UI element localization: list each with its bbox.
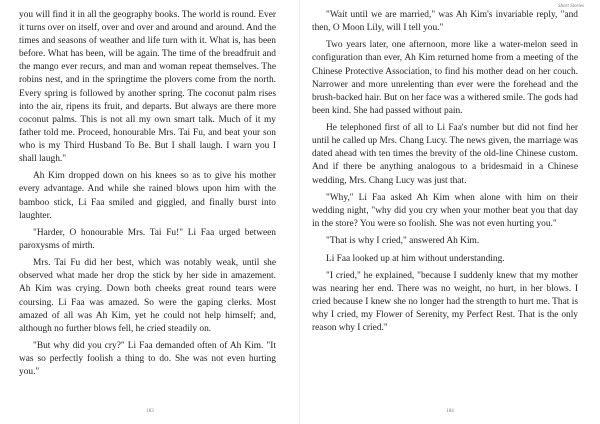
right-paragraph-2: Two years later, one afternoon, more like a water-melon seed in configuration than ever, Ah Kim returned home from a meeting of the Chinese Protective Association, to find his mother dead on her couch. Narrower and more unrelenting than ever were the forehead and the brush-backed hair. But on her face was a withered smile. The gods had been kind. She had passed without pain.	[312, 40, 578, 116]
right-paragraph-4: "Why," Li Faa asked Ah Kim when alone with him on their wedding night, "why did you cry when your mother beat you that day in the store? You were so foolish. She was not even hurting you."	[312, 192, 578, 229]
right-paragraph-3: He telephoned first of all to Li Faa's number but did not find her until he called up Mrs. Chang Lucy. The news given, the marriage was dated ahead with ten times the brevity of the old-line Chinese custom. And if there be anything analogous to a bridesmaid in a Chinese wedding, Mrs. Chang Lucy was just that.	[312, 123, 578, 186]
right-paragraph-7: "I cried," he explained, "because I suddenly knew that my mother was nearing her end. There was no weight, no hurt, in her blows. I cried because I knew she no longer had the strength to hurt me. That is why I cried, my Flower of Serenity, my Perfect Rest. That is the only reason why I cried."	[312, 270, 578, 334]
left-paragraph-3: "Harder, O honourable Mrs. Tai Fu!" Li Faa urged between paroxysms of mirth.	[19, 227, 276, 251]
left-paragraph-4: Mrs. Tai Fu did her best, which was notably weak, until she observed what made her drop the stick by her side in amazement. Ah Kim was crying. Down both cheeks great round tears were coursing. Li Faa was amazed. So were the gaping clerks. Most amazed of all was Ah Kim, yet he could not help himself; and, although no further blows fell, he cried steadily on.	[19, 258, 276, 334]
running-head: Short Stories	[558, 4, 584, 9]
right-page-number: 184	[446, 409, 454, 414]
left-page-number: 183	[146, 409, 154, 414]
left-page-body	[19, 9, 276, 383]
left-paragraph-1: you will find it in all the geography books. The world is round. Ever it turns over on itself, over and over and around and around. And the times and seasons of weather and life turn with it. What is, has been before. What has been, will be again. The time of the breadfruit and the mango ever recurs, and man and woman repeat themselves. The robins nest, and in the springtime the plovers come from the north. Every spring is followed by another spring. The coconut palm rises into the air, ripens its fruit, and departs. But always are there more coconut palms. This is not all my own smart talk. Much of it my father told me. Proceed, honourable Mrs. Tai Fu, and beat your son who is my Third Husband To Be. But I shall laugh. I warn you I shall laugh."	[19, 10, 276, 165]
left-paragraph-5: "But why did you cry?" Li Faa demanded often of Ah Kim. "It was so perfectly foolish a thing to do. She was not even hurting you."	[19, 341, 276, 378]
right-paragraph-5: "That is why I cried," answered Ah Kim.	[326, 236, 480, 247]
right-page-body	[312, 9, 578, 339]
right-paragraph-1: "Wait until we are married," was Ah Kim's invariable reply, "and then, O Moon Lily, will I tell you."	[312, 10, 578, 34]
right-paragraph-6: Li Faa looked up at him without understanding.	[326, 253, 505, 264]
left-paragraph-2: Ah Kim dropped down on his knees so as to give his mother every advantage. And while she rained blows upon him with the bamboo stick, Li Faa smiled and giggled, and finally burst into laughter.	[19, 171, 276, 221]
right-page	[300, 0, 600, 424]
